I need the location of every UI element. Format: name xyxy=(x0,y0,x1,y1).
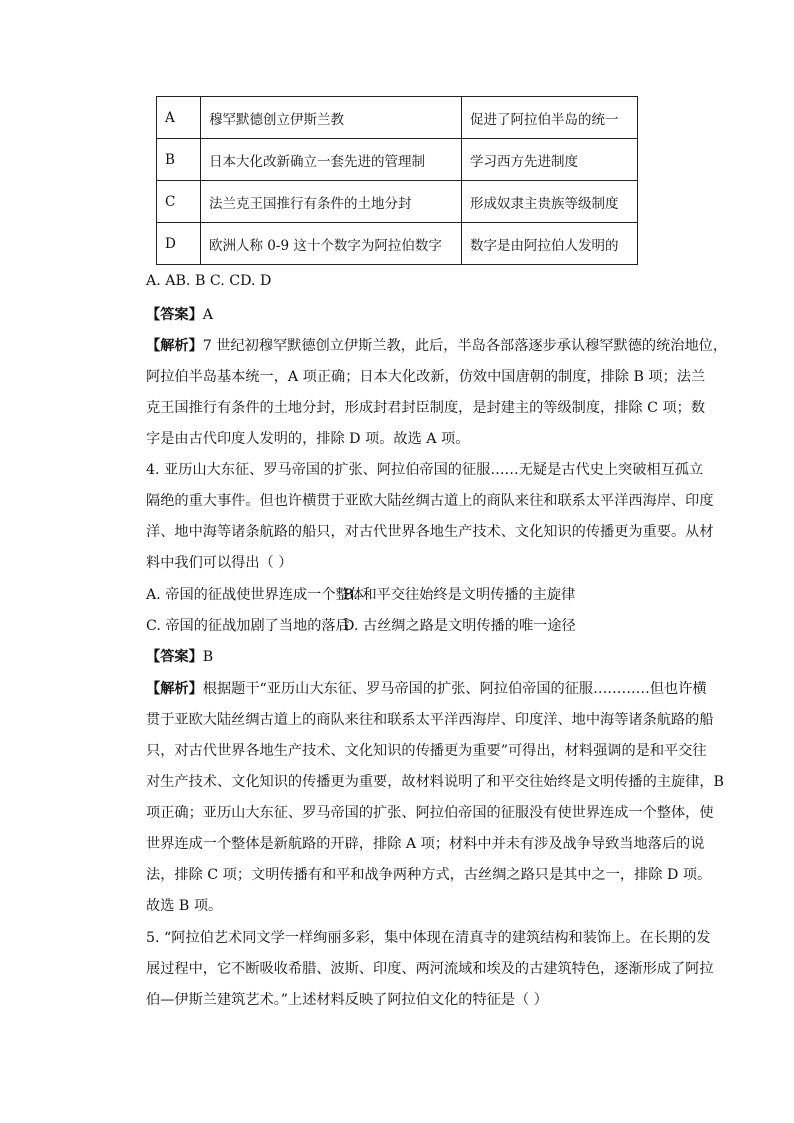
q3-answer-line xyxy=(146,304,213,324)
q4-analysis-line xyxy=(146,678,707,698)
q4-option-d: D. 古丝绸之路是文明传播的唯一途径 xyxy=(343,618,576,634)
q4-analysis-line: 世界连成一个整体是新航路的开辟，排除 A 项；材料中并未有涉及战争导致当地落后的说 xyxy=(146,836,705,852)
q4-answer: B xyxy=(202,649,214,665)
table-row xyxy=(157,181,638,223)
q4-stem-line: 4. 亚历山大东征、罗马帝国的扩张、阿拉伯帝国的征服……无疑是古代史上突破相互孤立 xyxy=(146,462,704,478)
row-letter: A xyxy=(157,97,201,139)
q3-analysis-line: 克王国推行有条件的土地分封，形成封君封臣制度，是封建主的等级制度，排除 C 项；数 xyxy=(146,400,706,416)
q4-option-b: B. 和平交往始终是文明传播的主旋律 xyxy=(343,587,576,603)
row-event: 穆罕默德创立伊斯兰教 xyxy=(201,97,462,139)
row-effect: 形成奴隶主贵族等级制度 xyxy=(462,181,638,223)
q3-analysis-line: 阿拉伯半岛基本统一，A 项正确；日本大化改新，仿效中国唐朝的制度，排除 B 项；法兰 xyxy=(146,369,706,385)
row-effect: 促进了阿拉伯半岛的统一 xyxy=(462,97,638,139)
q5-stem-line: 5. “阿拉伯艺术同文学一样绚丽多彩，集中体现在清真寺的建筑结构和装饰上。在长期的发 xyxy=(146,930,711,946)
q3-analysis-text: 7 世纪初穆罕默德创立伊斯兰教，此后，半岛各部落逐步承认穆罕默德的统治地位， xyxy=(202,338,728,354)
q4-option-a: A. 帝国的征战使世界连成一个整体 xyxy=(146,587,364,603)
q4-analysis-text: 根据题干“亚历山大东征、罗马帝国的扩张、阿拉伯帝国的征服…………但也许横 xyxy=(202,681,707,697)
q4-option-c: C. 帝国的征战加剧了当地的落后 xyxy=(146,618,350,634)
row-letter: B xyxy=(157,139,201,181)
q3-option-line: A. AB. B C. CD. D xyxy=(146,273,272,289)
row-letter: C xyxy=(157,181,201,223)
table-row xyxy=(157,139,638,181)
q3-analysis-line xyxy=(146,335,727,355)
row-letter: D xyxy=(157,223,201,265)
analysis-label: 【解析】 xyxy=(146,338,203,354)
row-event: 法兰克王国推行有条件的土地分封 xyxy=(201,181,462,223)
q4-stem-line: 隔绝的重大事件。但也许横贯于亚欧大陆丝绸古道上的商队来往和联系太平洋西海岸、印度 xyxy=(146,493,714,509)
q4-stem-line: 洋、地中海等诸条航路的船只，对古代世界各地生产技术、文化知识的传播更为重要。从材 xyxy=(146,524,714,540)
analysis-label: 【解析】 xyxy=(146,681,203,697)
row-effect: 数字是由阿拉伯人发明的 xyxy=(462,223,638,265)
q4-stem-line: 料中我们可以得出（ ） xyxy=(146,555,293,571)
q4-answer-line xyxy=(146,646,213,666)
table-row xyxy=(157,97,638,139)
answer-label: 【答案】 xyxy=(146,307,203,323)
row-event: 日本大化改新确立一套先进的管理制 xyxy=(201,139,462,181)
q5-stem-line: 展过程中，它不断吸收希腊、波斯、印度、两河流域和埃及的古建筑特色，逐渐形成了阿拉 xyxy=(146,961,714,977)
answer-label: 【答案】 xyxy=(146,649,203,665)
q4-analysis-line: 法，排除 C 项；文明传播有和平和战争两种方式，古丝绸之路只是其中之一，排除 D 项。 xyxy=(146,867,712,883)
q4-analysis-line: 项正确；亚历山大东征、罗马帝国的扩张、阿拉伯帝国的征服没有使世界连成一个整体，使 xyxy=(146,805,714,821)
q3-options-table xyxy=(156,96,638,265)
row-event: 欧洲人称 0-9 这十个数字为阿拉伯数字 xyxy=(201,223,462,265)
row-effect: 学习西方先进制度 xyxy=(462,139,638,181)
q5-stem-line: 伯—伊斯兰建筑艺术。”上述材料反映了阿拉伯文化的特征是（ ） xyxy=(146,992,548,1008)
q4-analysis-line: 贯于亚欧大陆丝绸古道上的商队来往和联系太平洋西海岸、印度洋、地中海等诸条航路的船 xyxy=(146,712,714,728)
q3-answer: A xyxy=(202,307,214,323)
q4-analysis-line: 故选 B 项。 xyxy=(146,898,223,914)
q4-analysis-line: 只，对古代世界各地生产技术、文化知识的传播更为重要”可得出，材料强调的是和平交往 xyxy=(146,743,707,759)
q3-analysis-line: 字是由古代印度人发明的，排除 D 项。故选 A 项。 xyxy=(146,431,470,447)
q4-analysis-line: 对生产技术、文化知识的传播更为重要，故材料说明了和平交往始终是文明传播的主旋律，B xyxy=(146,774,724,790)
table-row xyxy=(157,223,638,265)
